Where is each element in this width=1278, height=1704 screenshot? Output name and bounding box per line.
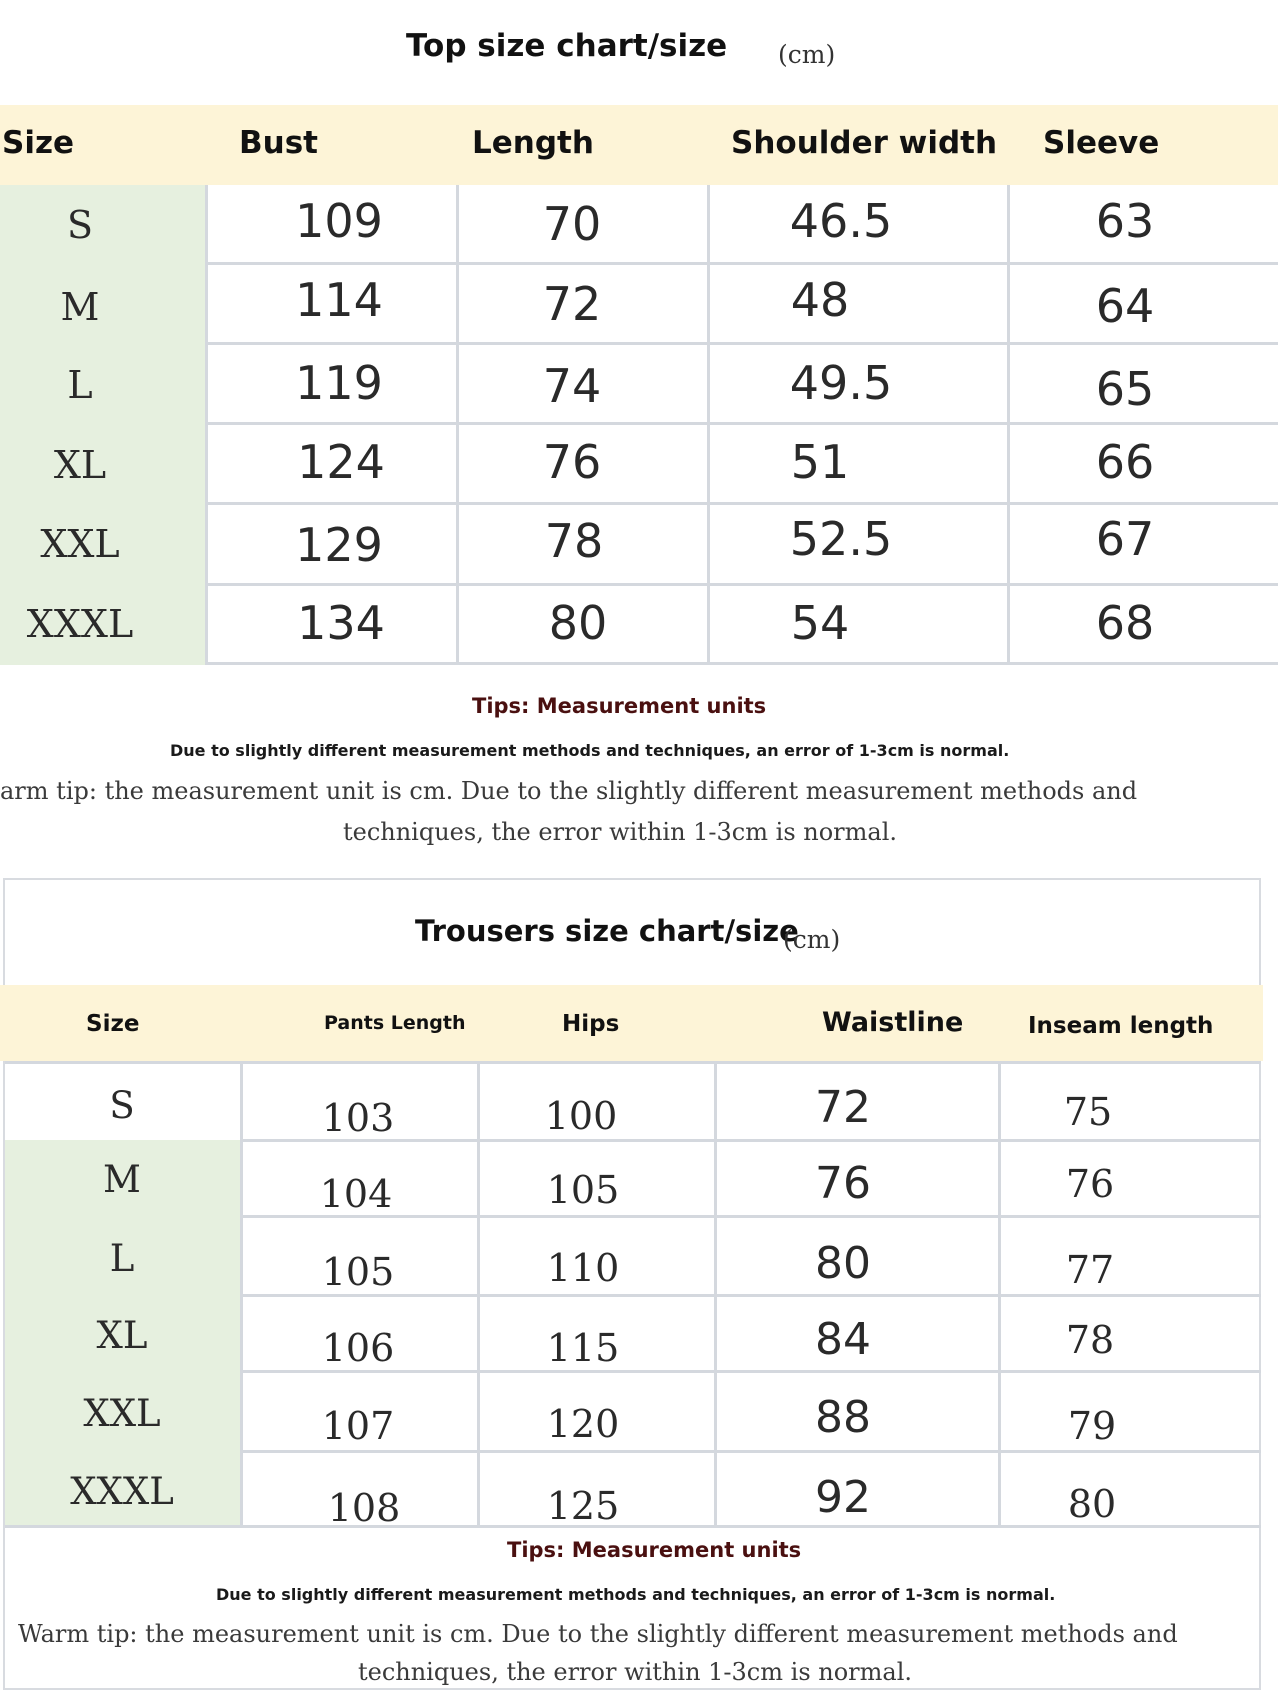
waistline-value: 92 (815, 1472, 871, 1523)
sleeve-value: 68 (1095, 596, 1155, 650)
shoulder-value: 48 (790, 273, 850, 327)
size-label: L (67, 363, 93, 407)
inseam-value: 76 (1065, 1162, 1115, 1206)
length-value: 78 (544, 514, 604, 568)
trousers-chart-title: Trousers size chart/size (415, 914, 799, 948)
length-value: 72 (542, 277, 602, 331)
pants-length-value: 106 (321, 1326, 395, 1370)
shoulder-value: 52.5 (789, 512, 893, 566)
top-tips-text: Due to slightly different measurement methods and techniques, an error of 1-3cm is normal. (170, 741, 1010, 760)
pants-length-value: 108 (327, 1486, 401, 1530)
top-header-shoulder-width: Shoulder width (731, 125, 998, 161)
top-grid-line (205, 422, 1278, 425)
sleeve-value: 64 (1095, 279, 1155, 333)
pants-length-value: 103 (321, 1096, 395, 1140)
trousers-chart-unit: (cm) (783, 925, 841, 954)
top-header-sleeve: Sleeve (1043, 125, 1160, 161)
hips-value: 125 (546, 1484, 620, 1528)
sleeve-value: 67 (1095, 512, 1155, 566)
trousers-grid-line (240, 1370, 1261, 1373)
top-grid-line (205, 262, 1278, 265)
top-grid-line (205, 185, 208, 665)
inseam-value: 75 (1063, 1090, 1113, 1134)
size-label: XXL (40, 522, 120, 566)
trousers-header-waistline: Waistline (822, 1007, 964, 1038)
waistline-value: 72 (815, 1082, 871, 1133)
top-warm-tip-line2: techniques, the error within 1-3cm is normal. (342, 818, 898, 846)
waistline-value: 84 (815, 1314, 871, 1365)
hips-value: 110 (546, 1246, 620, 1290)
top-header-bust: Bust (239, 125, 318, 161)
trousers-header-pants-length: Pants Length (324, 1012, 466, 1034)
pants-length-value: 104 (319, 1172, 393, 1216)
shoulder-value: 51 (790, 435, 850, 489)
hips-value: 105 (546, 1168, 620, 1212)
top-grid-line (205, 502, 1278, 505)
pants-length-value: 107 (321, 1404, 395, 1448)
top-header-size: Size (2, 125, 75, 161)
top-size-column (0, 185, 205, 665)
size-label: S (66, 203, 94, 247)
trousers-header-inseam-length: Inseam length (1028, 1013, 1214, 1039)
trousers-header-size: Size (86, 1011, 140, 1037)
waistline-value: 80 (815, 1238, 871, 1289)
sleeve-value: 65 (1095, 362, 1155, 416)
sleeve-value: 63 (1095, 194, 1155, 248)
trousers-header-hips: Hips (562, 1011, 620, 1037)
trousers-warm-tip-line1: Warm tip: the measurement unit is cm. Due to the slightly different measurement methods and (18, 1620, 1178, 1648)
trousers-grid-line (240, 1450, 1261, 1453)
top-chart-unit: (cm) (778, 40, 836, 69)
waistline-value: 88 (815, 1392, 871, 1443)
length-value: 76 (542, 435, 602, 489)
top-header-length: Length (472, 125, 594, 161)
top-grid-line (205, 662, 1278, 665)
shoulder-value: 46.5 (789, 194, 893, 248)
size-label: XL (96, 1314, 148, 1357)
top-grid-line (1007, 185, 1010, 665)
top-grid-line (707, 185, 710, 665)
bust-value: 109 (295, 194, 383, 248)
inseam-value: 77 (1065, 1248, 1115, 1292)
shoulder-value: 49.5 (789, 356, 893, 410)
trousers-grid-line (5, 1061, 1261, 1064)
top-warm-tip-line1: arm tip: the measurement unit is cm. Due to the slightly different measurement methods and (0, 777, 1138, 805)
inseam-value: 79 (1067, 1404, 1117, 1448)
hips-value: 120 (546, 1402, 620, 1446)
top-grid-line (456, 185, 459, 665)
size-label: XL (53, 443, 107, 487)
trousers-tips-title: Tips: Measurement units (507, 1538, 802, 1562)
length-value: 80 (548, 596, 608, 650)
top-grid-line (205, 342, 1278, 345)
bust-value: 129 (295, 518, 383, 572)
trousers-grid-line (240, 1215, 1261, 1218)
inseam-value: 78 (1065, 1318, 1115, 1362)
waistline-value: 76 (815, 1158, 871, 1209)
hips-value: 115 (546, 1326, 620, 1370)
inseam-value: 80 (1067, 1482, 1117, 1526)
top-tips-title: Tips: Measurement units (472, 694, 767, 718)
shoulder-value: 54 (790, 596, 850, 650)
trousers-warm-tip-line2: techniques, the error within 1-3cm is normal. (357, 1658, 913, 1686)
hips-value: 100 (544, 1094, 618, 1138)
size-label: S (109, 1084, 135, 1127)
size-label: XXXL (70, 1470, 174, 1513)
length-value: 74 (542, 359, 602, 413)
top-grid-line (205, 583, 1278, 586)
size-label: M (60, 285, 100, 329)
bust-value: 114 (295, 273, 383, 327)
size-label: XXXL (26, 602, 134, 646)
sleeve-value: 66 (1095, 435, 1155, 489)
size-label: M (103, 1158, 141, 1201)
size-label: L (109, 1237, 135, 1280)
top-chart-title: Top size chart/size (406, 28, 728, 64)
bust-value: 124 (297, 435, 385, 489)
pants-length-value: 105 (321, 1250, 395, 1294)
trousers-tips-text: Due to slightly different measurement methods and techniques, an error of 1-3cm is normal. (216, 1585, 1056, 1604)
bust-value: 134 (297, 596, 385, 650)
size-label: XXL (83, 1392, 161, 1435)
trousers-grid-line (240, 1294, 1261, 1297)
length-value: 70 (542, 197, 602, 251)
bust-value: 119 (295, 356, 383, 410)
